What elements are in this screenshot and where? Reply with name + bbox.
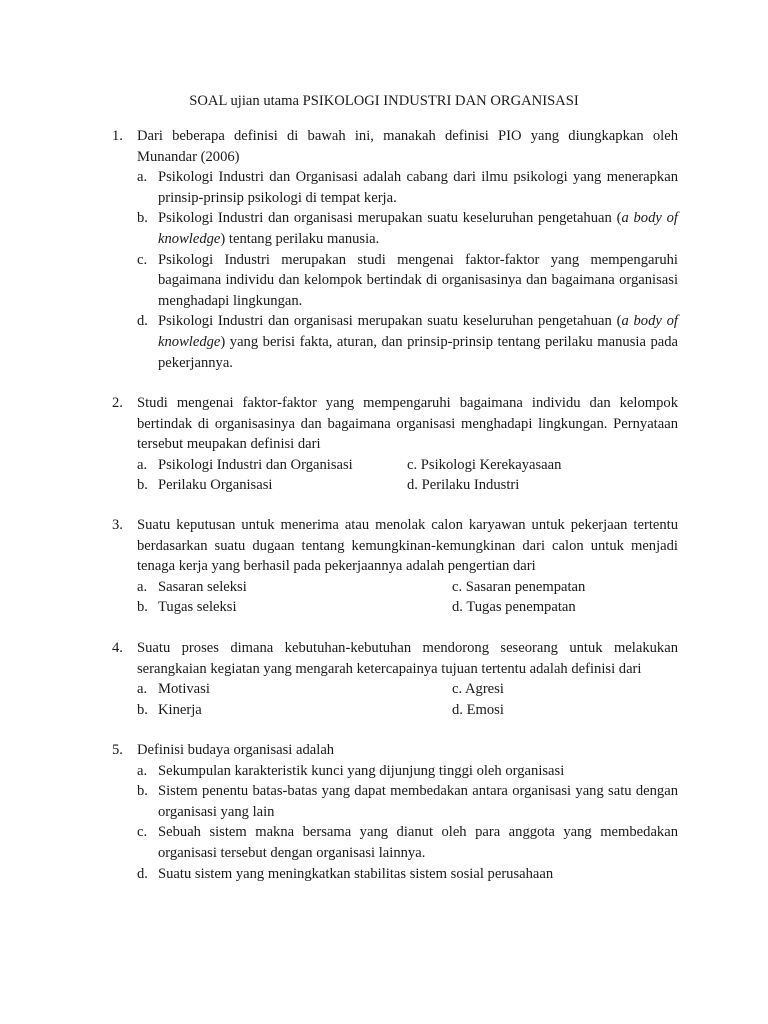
option-a xyxy=(137,455,353,476)
option-d xyxy=(137,864,678,885)
option-text: Psikologi Industri dan Organisasi xyxy=(158,456,353,473)
option-letter: d. xyxy=(137,865,148,882)
option-letter: a. xyxy=(137,456,148,473)
option-text: Sekumpulan karakteristik kunci yang dijunjung tinggi oleh organisasi xyxy=(158,762,565,779)
option-b xyxy=(137,475,272,496)
option-c xyxy=(407,455,561,476)
option-text-italic: a body of knowledge xyxy=(158,313,678,350)
option-text-italic: a body of knowledge xyxy=(158,210,678,247)
option-letter: a. xyxy=(137,681,148,698)
question-number: 3. xyxy=(112,517,123,533)
option-b xyxy=(137,597,237,618)
option-letter: d. xyxy=(452,599,463,616)
option-d xyxy=(452,597,576,618)
option-text: Sasaran penempatan xyxy=(465,578,586,595)
question-number: 5. xyxy=(112,742,123,758)
option-text: Emosi xyxy=(466,701,504,718)
option-c xyxy=(137,822,678,863)
question-number: 4. xyxy=(112,640,123,656)
option-text: Sebuah sistem makna bersama yang dianut oleh para anggota yang membedakan organisasi tersebut dengan organisasi lainnya. xyxy=(158,824,678,861)
question-text: Studi mengenai faktor-faktor yang mempengaruhi bagaimana individu dan kelompok bertindak di organisasinya dan bagaimana organisasi menghadapi lingkungan. Pernyataan tersebut meupakan definisi dari xyxy=(137,395,678,453)
option-b xyxy=(137,208,678,249)
question-1 xyxy=(112,126,678,373)
option-b xyxy=(137,700,202,721)
question-number: 2. xyxy=(112,395,123,411)
option-c xyxy=(452,577,585,598)
option-letter: b. xyxy=(137,477,148,494)
option-letter: b. xyxy=(137,783,148,800)
question-text: Suatu proses dimana kebutuhan-kebutuhan mendorong seseorang untuk melakukan serangkaian kegiatan yang mengarah ketercapainya tujuan tertentu adalah definisi dari xyxy=(137,640,678,677)
option-letter: c. xyxy=(407,456,418,473)
option-text: Psikologi Industri merupakan studi mengenai faktor-faktor yang mempengaruhi bagaimana individu dan kelompok bertindak di organisasinya dan bagaimana organisasi menghadapi lingkungan. xyxy=(158,251,678,309)
option-letter: c. xyxy=(452,578,463,595)
option-letter: a. xyxy=(137,762,148,779)
option-a xyxy=(137,761,678,782)
option-row xyxy=(137,597,678,618)
option-letter: b. xyxy=(137,210,148,227)
question-text: Dari beberapa definisi di bawah ini, manakah definisi PIO yang diungkapkan oleh Munandar (2006) xyxy=(137,128,678,165)
option-row xyxy=(137,455,678,476)
option-letter: b. xyxy=(137,599,148,616)
question-4 xyxy=(112,638,678,720)
question-5 xyxy=(112,740,678,884)
option-text: Motivasi xyxy=(158,681,210,698)
option-text-part: Psikologi Industri dan organisasi merupakan suatu keseluruhan pengetahuan ( xyxy=(158,313,622,330)
option-text: Sistem penentu batas-batas yang dapat membedakan antara organisasi yang satu dengan organisasi yang lain xyxy=(158,783,678,820)
option-text-part: Psikologi Industri dan organisasi merupakan suatu keseluruhan pengetahuan ( xyxy=(158,210,622,227)
option-b xyxy=(137,781,678,822)
option-letter: c. xyxy=(137,251,148,268)
question-text: Suatu keputusan untuk menerima atau menolak calon karyawan untuk pekerjaan tertentu berdasarkan suatu dugaan tentang kemungkinan-kemungkinan dari calon untuk menjadi tenaga kerja yang berhasil pada pekerjaannya adalah pengertian dari xyxy=(137,517,678,575)
option-a xyxy=(137,167,678,208)
question-3 xyxy=(112,515,678,618)
option-row xyxy=(137,679,678,700)
option-text: Perilaku Industri xyxy=(421,477,520,494)
option-text: Tugas seleksi xyxy=(158,599,237,616)
option-text: Suatu sistem yang meningkatkan stabilitas sistem sosial perusahaan xyxy=(158,865,554,882)
option-row xyxy=(137,700,678,721)
option-letter: d. xyxy=(452,701,463,718)
option-letter: d. xyxy=(137,313,148,330)
option-letter: d. xyxy=(407,477,418,494)
option-text: Kinerja xyxy=(158,701,202,718)
option-c xyxy=(137,250,678,312)
option-text: Psikologi Kerekayasaan xyxy=(420,456,562,473)
option-text-part: ) tentang perilaku manusia. xyxy=(220,230,380,247)
option-letter: a. xyxy=(137,578,148,595)
option-text: Psikologi Industri dan Organisasi adalah cabang dari ilmu psikologi yang menerapkan prinsip-prinsip psikologi di tempat kerja. xyxy=(158,169,678,206)
option-text: Tugas penempatan xyxy=(466,599,576,616)
option-letter: c. xyxy=(137,824,148,841)
option-a xyxy=(137,679,210,700)
option-a xyxy=(137,577,247,598)
option-row xyxy=(137,475,678,496)
option-row xyxy=(137,577,678,598)
option-letter: b. xyxy=(137,701,148,718)
question-number: 1. xyxy=(112,128,123,144)
page-title: SOAL ujian utama PSIKOLOGI INDUSTRI DAN ORGANISASI xyxy=(189,93,579,109)
option-d xyxy=(407,475,519,496)
option-letter: c. xyxy=(452,681,463,698)
question-text: Definisi budaya organisasi adalah xyxy=(137,742,335,758)
option-letter: a. xyxy=(137,169,148,186)
option-text: Perilaku Organisasi xyxy=(158,477,273,494)
option-d xyxy=(452,700,504,721)
option-d xyxy=(137,311,678,373)
option-c xyxy=(452,679,504,700)
option-text-part: ) yang berisi fakta, aturan, dan prinsip-prinsip tentang perilaku manusia pada pekerjannya. xyxy=(158,333,678,371)
option-text: Sasaran seleksi xyxy=(158,578,247,595)
option-text: Agresi xyxy=(464,681,504,698)
question-2 xyxy=(112,393,678,496)
